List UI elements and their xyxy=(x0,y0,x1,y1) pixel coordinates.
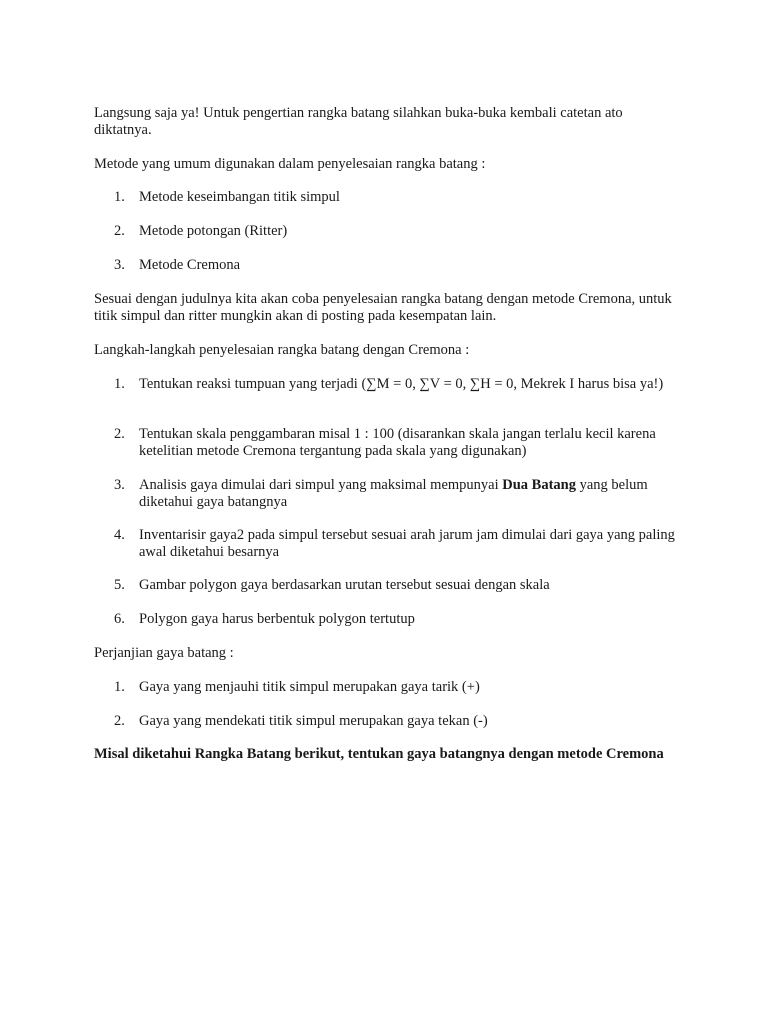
steps-list-item xyxy=(94,577,679,594)
list-text-part: yang belum diketahui gaya batangnya xyxy=(139,477,648,510)
methods-heading: Metode yang umum digunakan dalam penyelesaian rangka batang : xyxy=(94,156,486,172)
list-number: 3. xyxy=(114,257,125,273)
list-number: 1. xyxy=(114,189,125,205)
list-text: Tentukan skala penggambaran misal 1 : 100 (disarankan skala jangan terlalu kecil karena ketelitian metode Cremona tergantung pada skala yang digunakan) xyxy=(139,426,656,459)
steps-list-item xyxy=(94,376,679,393)
steps-list-item xyxy=(94,611,679,628)
convention-list-item xyxy=(94,679,679,696)
list-text: Metode Cremona xyxy=(139,257,241,273)
list-text: Metode potongan (Ritter) xyxy=(139,223,288,239)
steps-list-item xyxy=(94,527,679,561)
list-number: 1. xyxy=(114,679,125,695)
list-text: Polygon gaya harus berbentuk polygon tertutup xyxy=(139,611,415,627)
intro-paragraph: Langsung saja ya! Untuk pengertian rangka batang silahkan buka-buka kembali catetan ato diktatnya. xyxy=(94,105,623,138)
list-number: 2. xyxy=(114,223,125,239)
list-number: 1. xyxy=(114,376,125,392)
list-text: Gaya yang mendekati titik simpul merupakan gaya tekan (-) xyxy=(139,713,488,729)
list-text: Inventarisir gaya2 pada simpul tersebut sesuai arah jarum jam dimulai dari gaya yang paling awal diketahui besarnya xyxy=(139,527,675,560)
convention-heading: Perjanjian gaya batang : xyxy=(94,645,234,661)
steps-list-item xyxy=(94,426,679,460)
emphasis-text: Dua Batang xyxy=(502,477,576,493)
list-text: Gambar polygon gaya berdasarkan urutan tersebut sesuai dengan skala xyxy=(139,577,550,593)
list-text: Gaya yang menjauhi titik simpul merupakan gaya tarik (+) xyxy=(139,679,480,695)
list-number: 3. xyxy=(114,477,125,493)
methods-list-item xyxy=(94,223,679,240)
list-number: 5. xyxy=(114,577,125,593)
list-number: 2. xyxy=(114,713,125,729)
list-text xyxy=(139,477,679,511)
methods-list-item xyxy=(94,257,679,274)
steps-heading: Langkah-langkah penyelesaian rangka batang dengan Cremona : xyxy=(94,342,470,358)
cremona-paragraph: Sesuai dengan judulnya kita akan coba penyelesaian rangka batang dengan metode Cremona, untuk titik simpul dan ritter mungkin akan di posting pada kesempatan lain. xyxy=(94,291,672,324)
methods-list-item xyxy=(94,189,679,206)
closing-bold-paragraph: Misal diketahui Rangka Batang berikut, tentukan gaya batangnya dengan metode Cremona xyxy=(94,746,664,762)
convention-list-item xyxy=(94,713,679,730)
list-text: Metode keseimbangan titik simpul xyxy=(139,189,340,205)
list-number: 2. xyxy=(114,426,125,442)
list-number: 6. xyxy=(114,611,125,627)
list-text-part: Analisis gaya dimulai dari simpul yang maksimal mempunyai xyxy=(139,477,503,493)
list-text: Tentukan reaksi tumpuan yang terjadi (∑M = 0, ∑V = 0, ∑H = 0, Mekrek I harus bisa ya!) xyxy=(139,376,664,392)
list-number: 4. xyxy=(114,527,125,543)
steps-list-item xyxy=(94,477,679,511)
